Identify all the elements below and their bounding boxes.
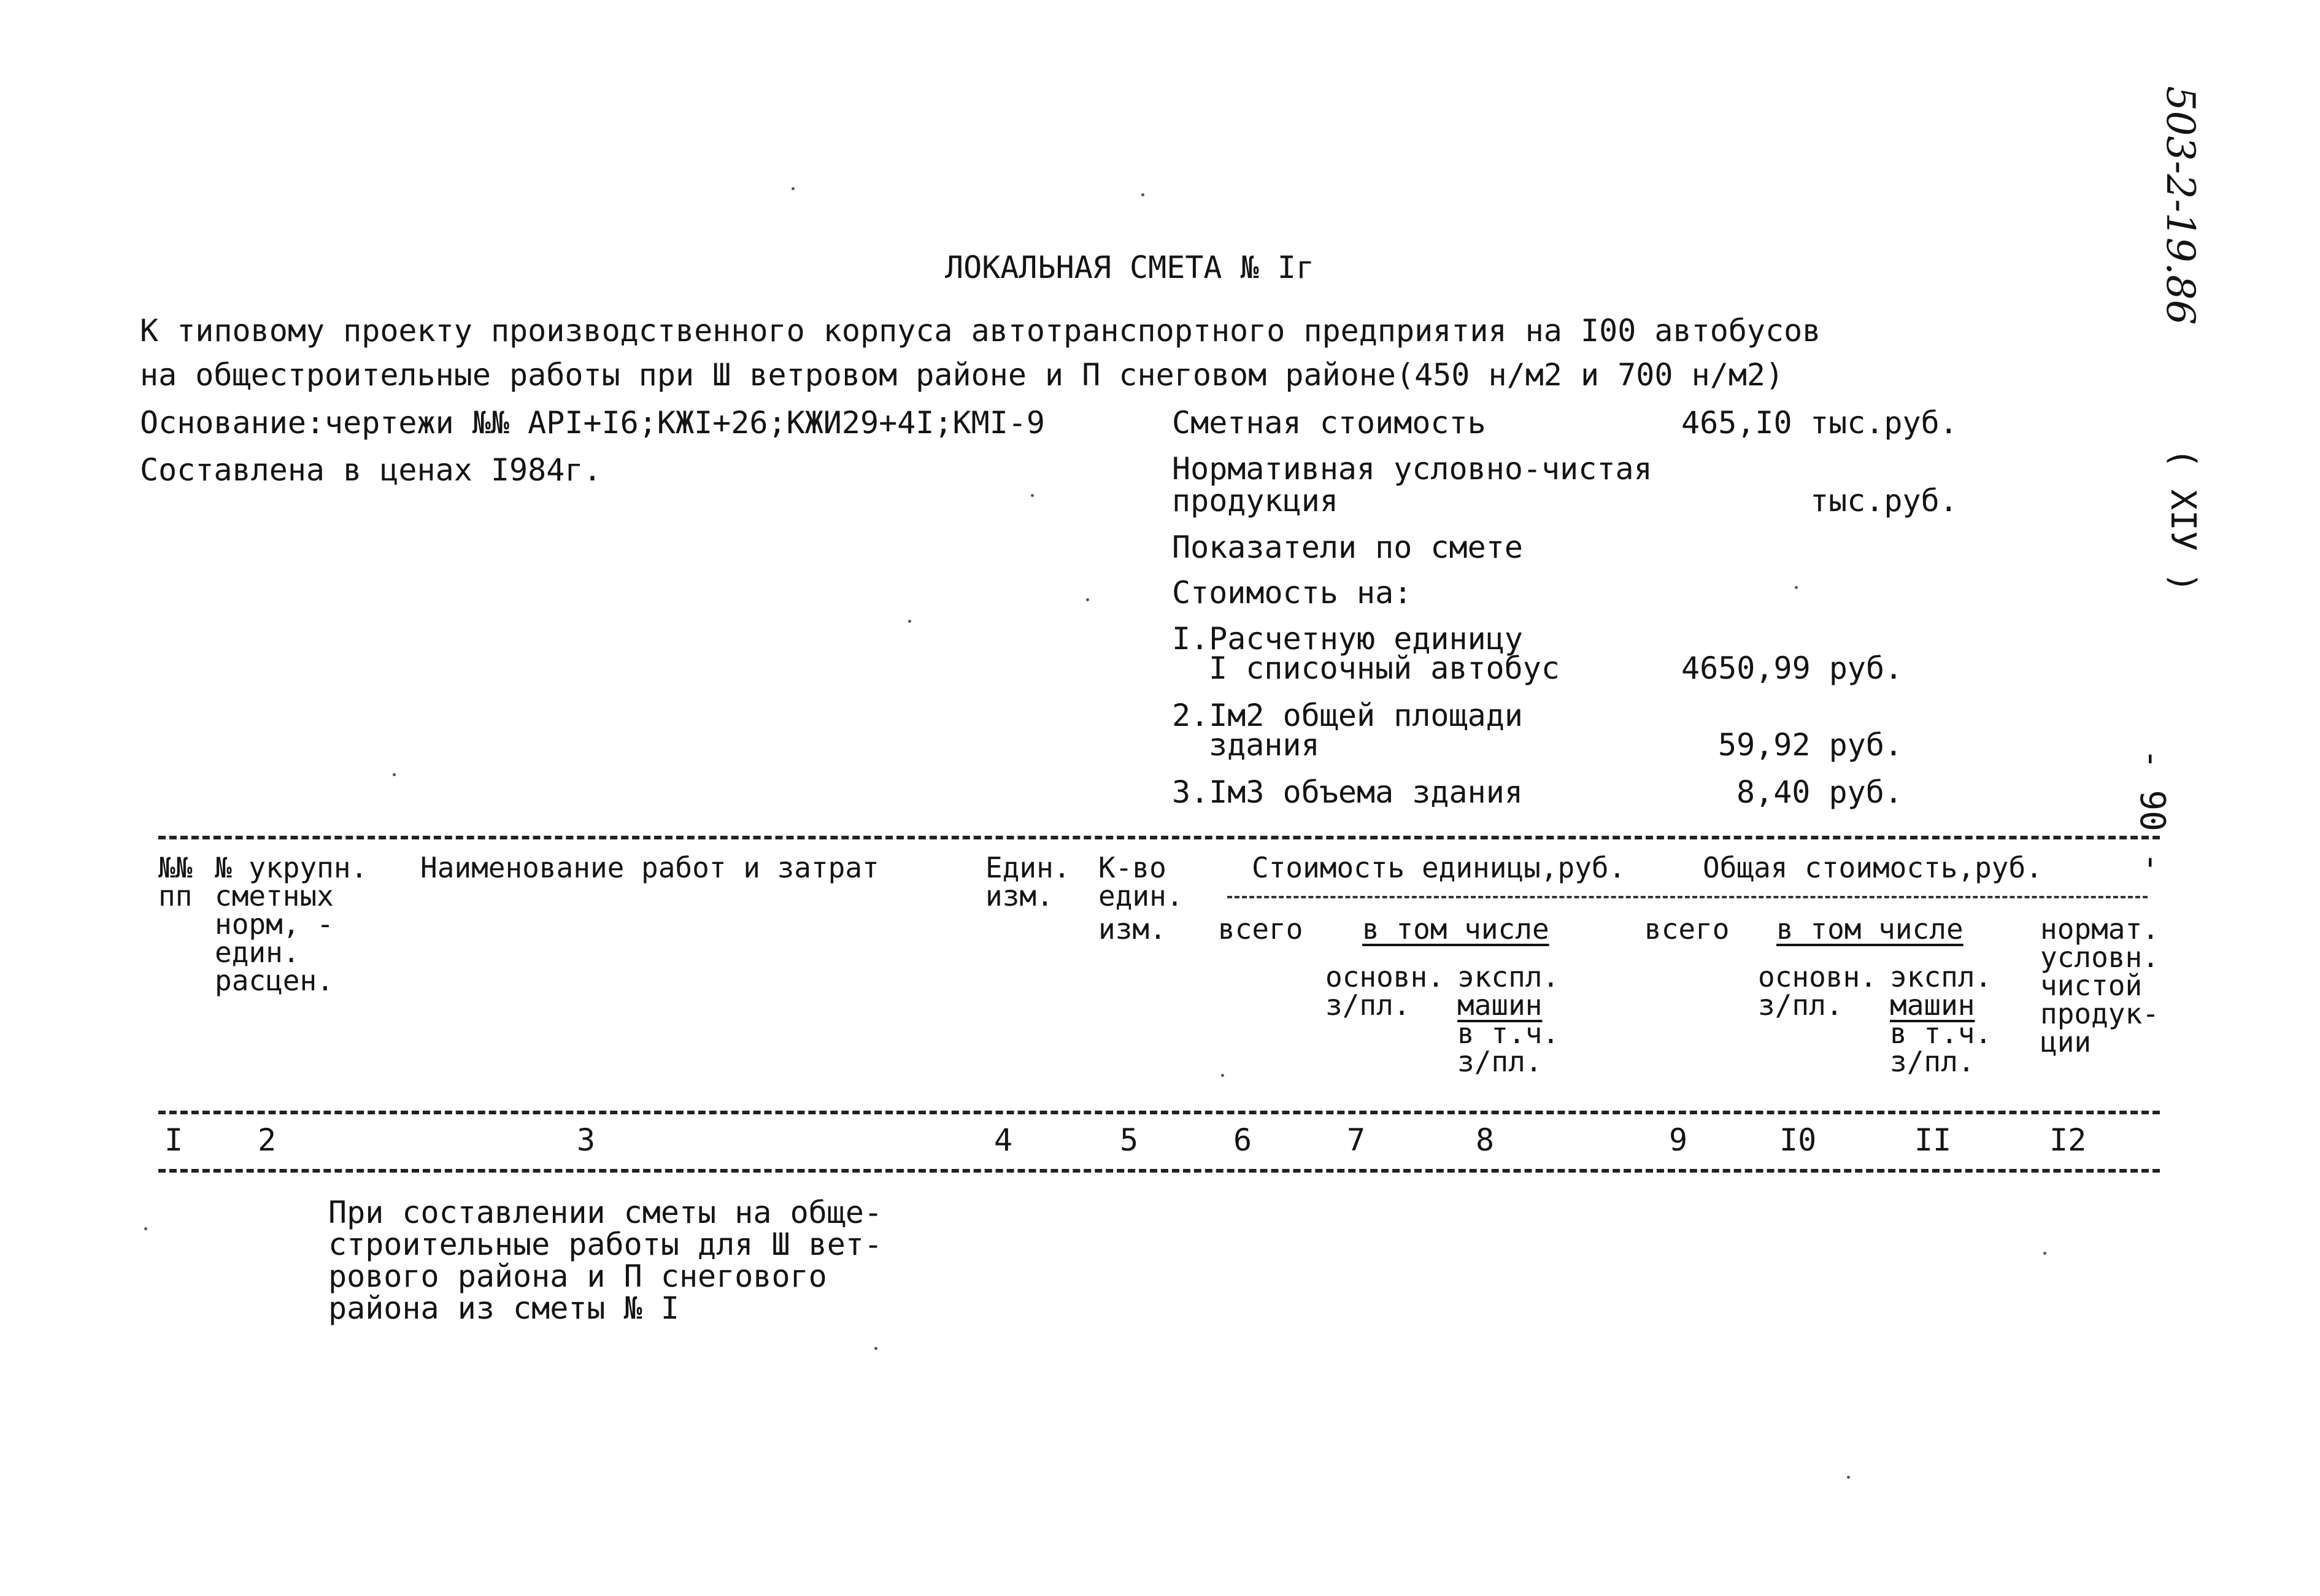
scan-speck bbox=[874, 1347, 877, 1350]
column-numbers-bottom-rule bbox=[158, 1169, 2160, 1173]
header-unit-cost: Стоимость единицы,руб. bbox=[1252, 851, 1626, 884]
header-total-total: всего bbox=[1644, 912, 1730, 946]
header-norm-3: норм, - bbox=[215, 908, 334, 941]
column-number: I0 bbox=[1779, 1122, 1817, 1158]
header-unit-mach-2: машин bbox=[1457, 989, 1543, 1022]
header-total-base-2: з/пл. bbox=[1758, 989, 1843, 1022]
header-norm-5: расцен. bbox=[215, 964, 334, 997]
column-number: 7 bbox=[1347, 1122, 1366, 1158]
header-unit-mach-4: з/пл. bbox=[1457, 1045, 1543, 1078]
header-qty-2: един. bbox=[1098, 879, 1184, 912]
indicators-label: Показатели по смете bbox=[1172, 530, 1523, 565]
header-unit-2: изм. bbox=[985, 879, 1054, 912]
indicator-1-line-2: I списочный автобус bbox=[1209, 650, 1560, 686]
header-qty-3: изм. bbox=[1098, 912, 1166, 946]
prices-line: Составлена в ценах I984г. bbox=[140, 452, 602, 488]
body-line-2: строительные работы для Ш вет- bbox=[328, 1227, 883, 1262]
indicator-2-line-2: здания bbox=[1209, 727, 1320, 763]
column-number: 4 bbox=[994, 1122, 1013, 1158]
header-norm-net-5: ции bbox=[2040, 1025, 2092, 1058]
column-numbers-top-rule bbox=[158, 1111, 2160, 1114]
header-norm-net-2: условн. bbox=[2040, 941, 2159, 974]
indicator-1-value: 4650,99 руб. bbox=[1681, 650, 1903, 686]
scan-speck bbox=[2043, 1252, 2046, 1255]
table-top-rule bbox=[158, 836, 2160, 839]
header-unit-1: Един. bbox=[985, 851, 1071, 884]
document-code: 503-2-19.86 bbox=[2157, 86, 2203, 325]
column-number: I2 bbox=[2049, 1122, 2087, 1158]
header-total-mach-2: машин bbox=[1890, 989, 1975, 1022]
header-total-mach-4: з/пл. bbox=[1890, 1045, 1975, 1078]
column-number: I bbox=[164, 1122, 183, 1158]
header-unit-mach-1: экспл. bbox=[1457, 960, 1560, 993]
estimated-cost-value: 465,I0 bbox=[1681, 405, 1792, 441]
body-line-1: При составлении сметы на обще- bbox=[328, 1195, 883, 1230]
column-number: 3 bbox=[577, 1122, 596, 1158]
net-product-unit: тыс.руб. bbox=[1810, 483, 1958, 519]
document-code-stamp bbox=[2129, 86, 2209, 593]
scan-speck bbox=[908, 620, 911, 623]
header-unit-total: всего bbox=[1218, 912, 1303, 946]
scan-speck bbox=[393, 773, 396, 776]
header-norm-4: един. bbox=[215, 936, 300, 969]
column-number: 9 bbox=[1669, 1122, 1688, 1158]
document-title: ЛОКАЛЬНАЯ СМЕТА № Iг bbox=[945, 250, 1315, 285]
cost-for-label: Стоимость на: bbox=[1172, 575, 1412, 611]
header-unit-base-1: основн. bbox=[1325, 960, 1444, 993]
header-norm-2: сметных bbox=[215, 879, 334, 912]
header-norm-net-4: продук- bbox=[2040, 997, 2159, 1030]
header-total-incl: в том числе bbox=[1776, 912, 1964, 946]
header-total-mach-1: экспл. bbox=[1890, 960, 1992, 993]
header-unit-mach-3: в т.ч. bbox=[1457, 1017, 1560, 1050]
indicator-1-line-1: I.Расчетную единицу bbox=[1172, 621, 1523, 657]
indicator-3-value: 8,40 руб. bbox=[1736, 774, 1903, 810]
intro-line-2: на общестроительные работы при Ш ветровом районе и П снеговом районе(450 н/м2 и 700 н/м2) bbox=[140, 357, 1784, 393]
column-number: 8 bbox=[1476, 1122, 1495, 1158]
indicator-2-line-1: 2.Iм2 общей площади bbox=[1172, 698, 1523, 733]
header-total-mach-3: в т.ч. bbox=[1890, 1017, 1992, 1050]
net-product-label-2: продукция bbox=[1172, 483, 1338, 519]
column-number: 2 bbox=[258, 1122, 277, 1158]
estimated-cost-unit: тыс.руб. bbox=[1810, 405, 1958, 441]
scan-speck bbox=[1795, 586, 1798, 589]
net-product-label-1: Нормативная условно-чистая bbox=[1172, 451, 1652, 487]
volume-label: ( XIУ ) bbox=[2163, 448, 2203, 593]
scan-speck bbox=[144, 1227, 147, 1230]
basis-line: Основание:чертежи №№ АРI+I6;КЖI+26;КЖИ29+4I;КМI-9 bbox=[140, 405, 1046, 441]
body-line-4: района из сметы № I bbox=[328, 1290, 679, 1326]
column-number: II bbox=[1914, 1122, 1952, 1158]
scan-speck bbox=[1031, 494, 1034, 497]
header-unit-base-2: з/пл. bbox=[1325, 989, 1411, 1022]
scan-speck bbox=[1086, 598, 1089, 601]
scan-speck bbox=[1221, 1074, 1224, 1077]
body-line-3: рового района и П снегового bbox=[328, 1259, 827, 1294]
indicator-2-value: 59,92 руб. bbox=[1718, 727, 1903, 763]
column-number: 5 bbox=[1120, 1122, 1139, 1158]
header-nn-2: пп bbox=[158, 879, 193, 912]
page-number: - 90 - bbox=[2132, 749, 2172, 873]
header-unit-incl: в том числе bbox=[1362, 912, 1549, 946]
header-nn-1: №№ bbox=[158, 851, 193, 884]
estimated-cost-label: Сметная стоимость bbox=[1172, 405, 1486, 441]
intro-line-1: К типовому проекту производственного корпуса автотранспортного предприятия на I00 автобусов bbox=[140, 313, 1821, 349]
header-subrule bbox=[1227, 896, 2148, 898]
scan-speck bbox=[1141, 193, 1144, 196]
scan-speck bbox=[792, 187, 795, 190]
header-norm-1: № укрупн. bbox=[215, 851, 368, 884]
header-norm-net-3: чистой bbox=[2040, 969, 2143, 1002]
header-norm-net-1: нормат. bbox=[2040, 912, 2159, 946]
header-total-cost: Общая стоимость,руб. bbox=[1703, 851, 2043, 884]
header-total-base-1: основн. bbox=[1758, 960, 1877, 993]
header-qty-1: К-во bbox=[1098, 851, 1166, 884]
scan-speck bbox=[1847, 1476, 1850, 1479]
column-number: 6 bbox=[1233, 1122, 1252, 1158]
header-name: Наименование работ и затрат bbox=[420, 851, 879, 884]
indicator-3-line-1: 3.Iм3 объема здания bbox=[1172, 774, 1523, 810]
